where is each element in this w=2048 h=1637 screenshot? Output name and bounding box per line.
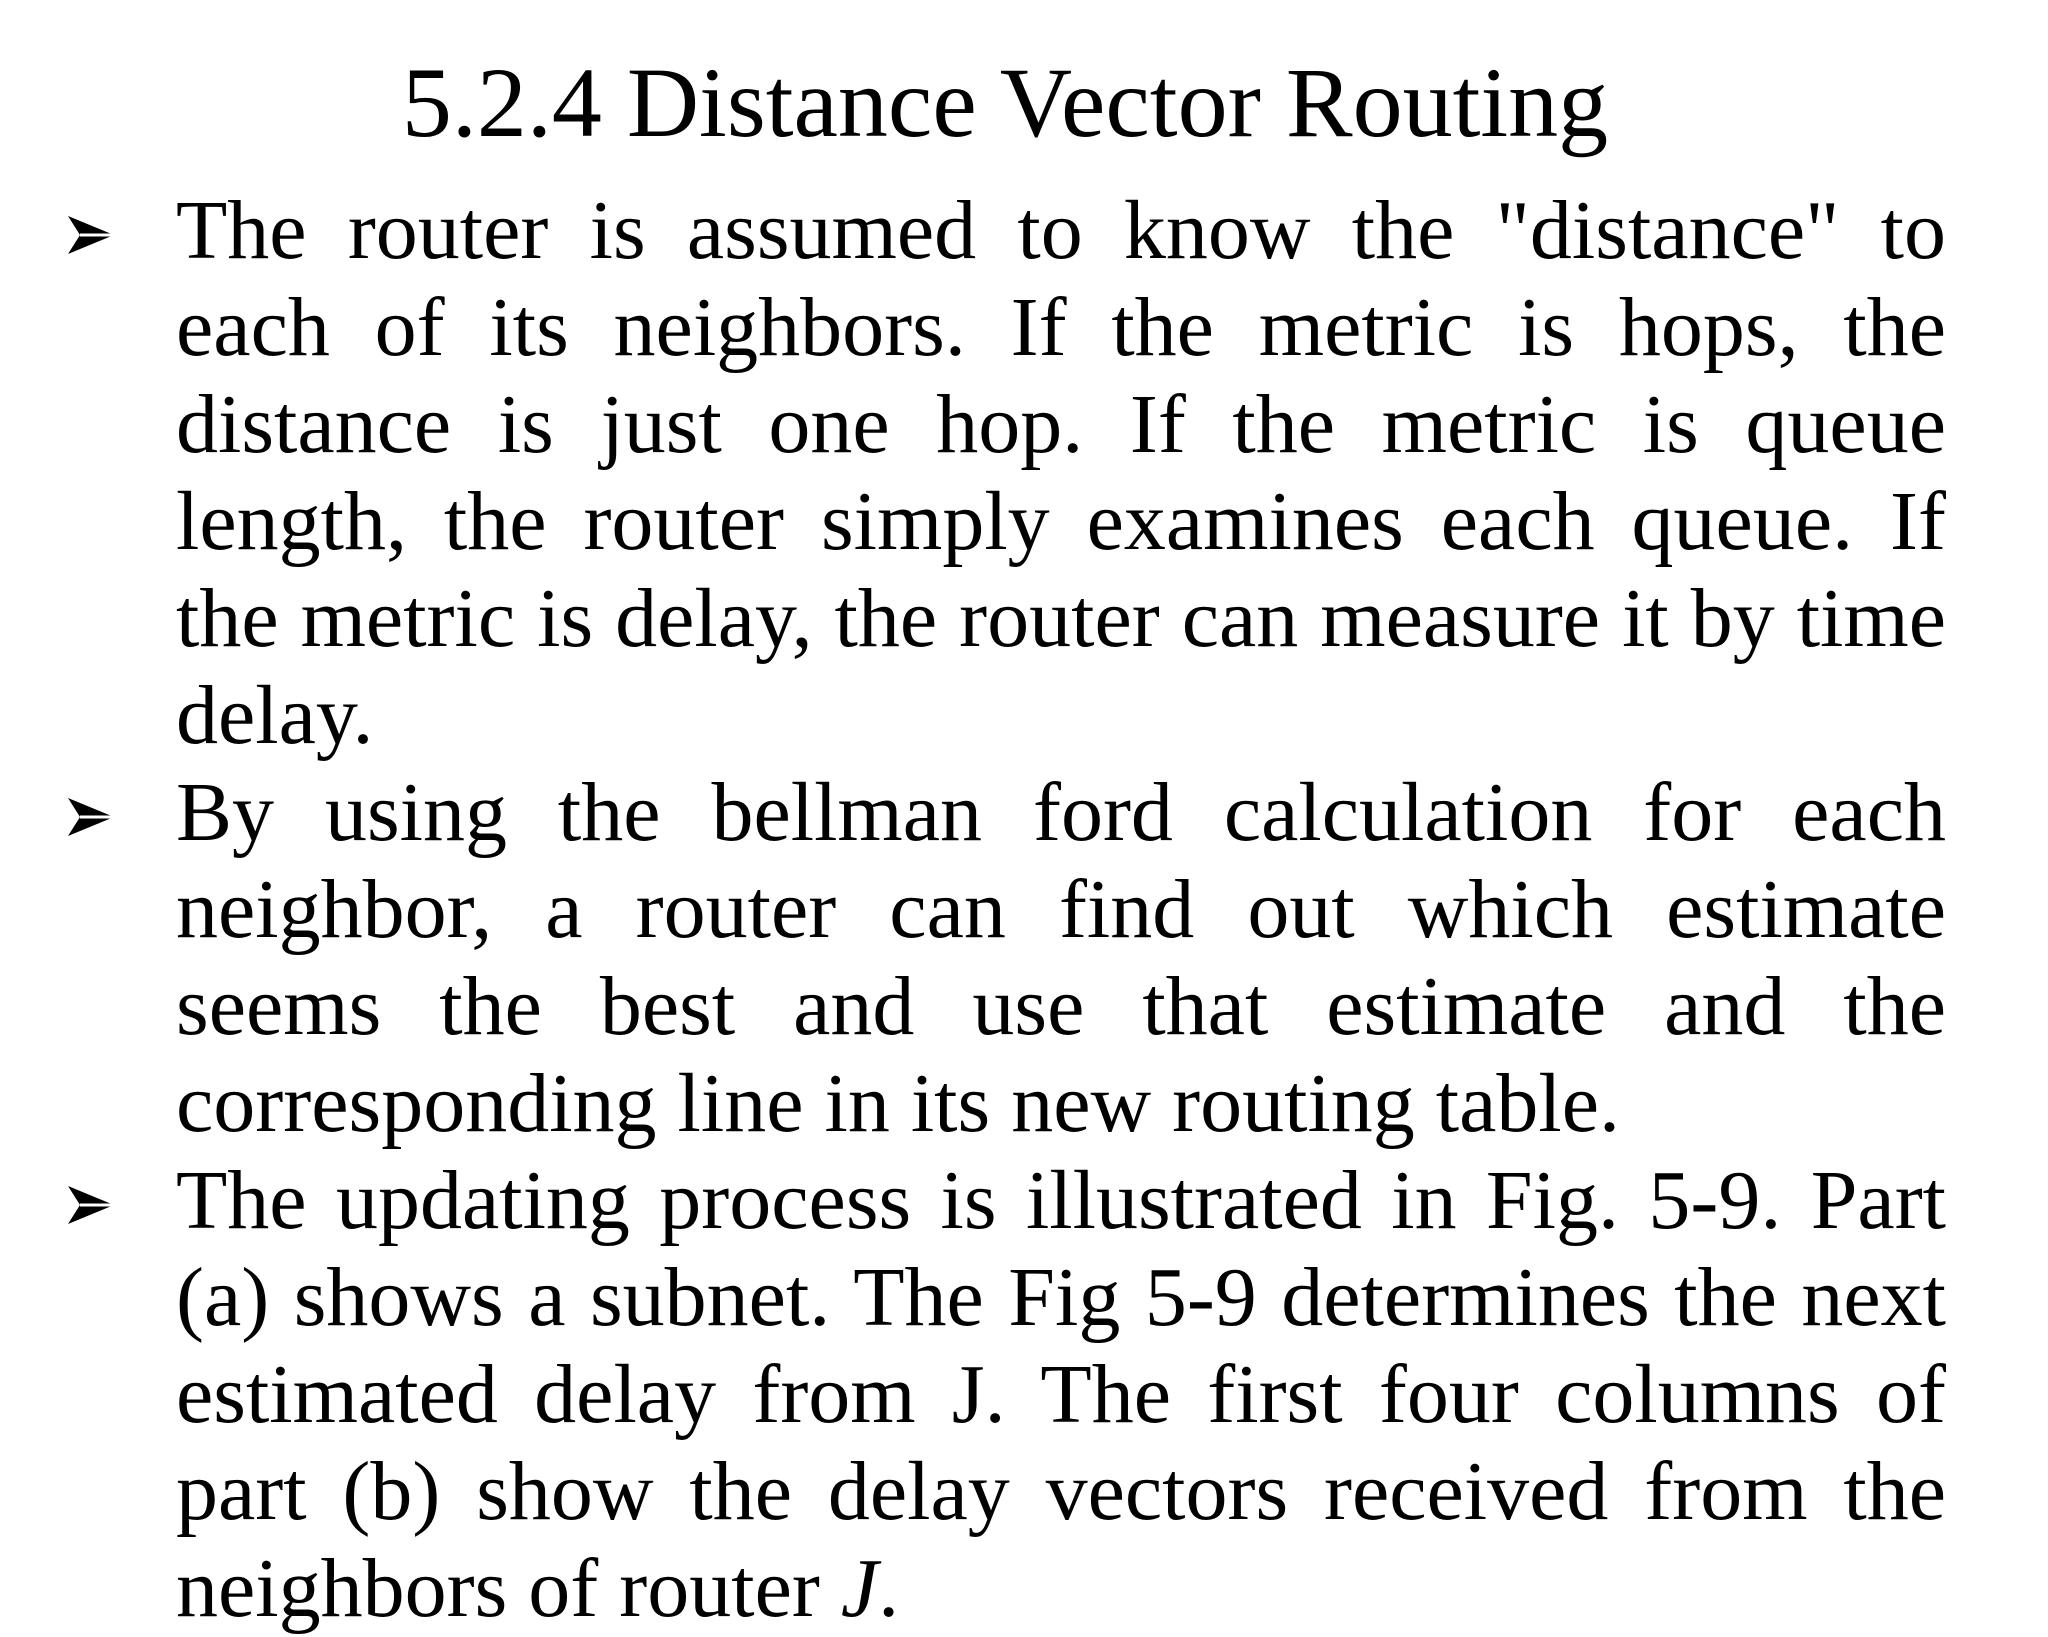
- bullet-list: [66, 182, 1946, 1637]
- bullet-item: [66, 1152, 1946, 1637]
- bullet-item: [66, 182, 1946, 764]
- bullet-text: By using the bellman ford calculation for each neighbor, a router can find out which estimate seems the best and use that estimate and the corresponding line in its new routing table.: [176, 766, 1946, 1150]
- bullet-text: The router is assumed to know the "distance" to each of its neighbors. If the metric is hops, the distance is just one hop. If the metric is queue length, the router simply examines each queue. If the metric is delay, the router can measure it by time delay.: [176, 184, 1946, 762]
- arrowhead-bullet-icon: [66, 1184, 116, 1226]
- arrowhead-bullet-icon: [66, 796, 116, 838]
- arrowhead-bullet-icon: [66, 214, 116, 256]
- bullet-text-part: The updating process is illustrated in Fig. 5-9. Part (a) shows a subnet. The Fig 5-9 determines the next estimated delay from J. The first four columns of part (b) show the delay vectors received from the neighbors of router: [176, 1154, 1946, 1635]
- bullet-item: [66, 764, 1946, 1152]
- router-j-italic: J: [840, 1542, 879, 1635]
- bullet-text-part: .: [878, 1542, 900, 1635]
- bullet-text: [176, 1152, 1946, 1637]
- slide-title: 5.2.4 Distance Vector Routing: [401, 47, 1609, 158]
